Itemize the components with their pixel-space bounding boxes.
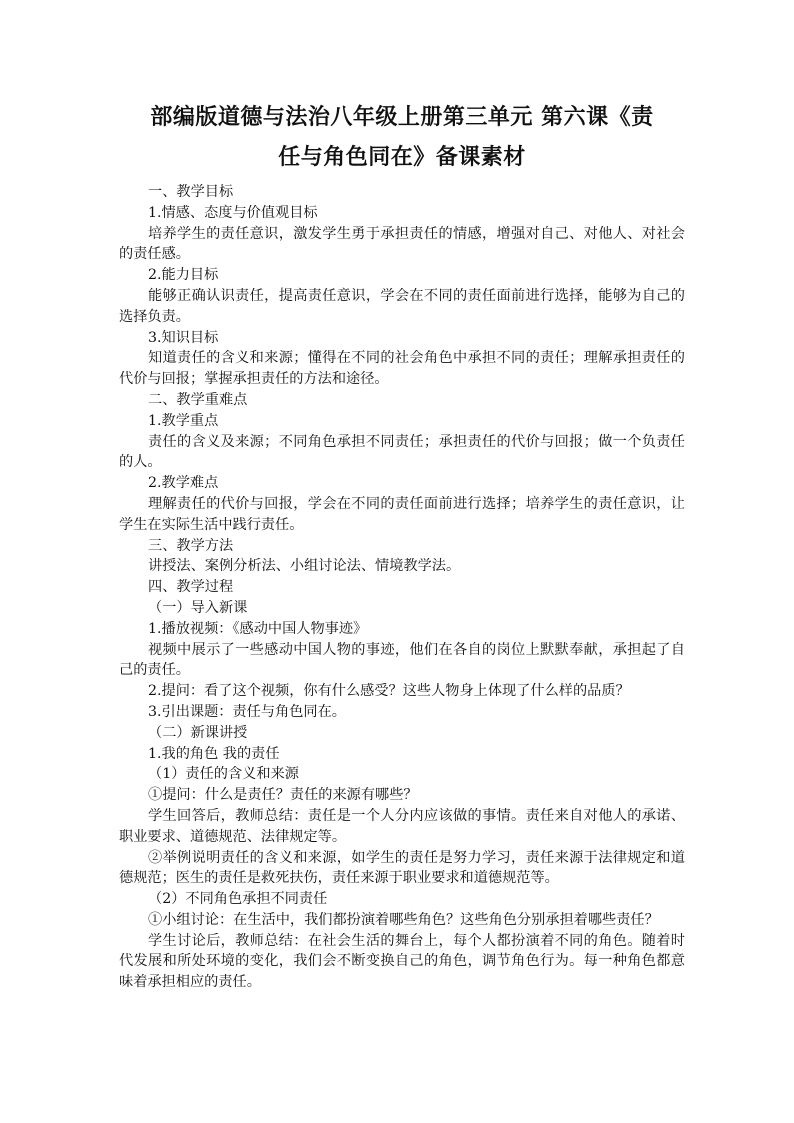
subsection-heading: 2.教学难点	[148, 475, 219, 492]
paragraph: 学生讨论后，教师总结：在社会生活的舞台上，每个人都扮演着不同的角色。随着时代发展和所处环境的变化，我们会不断变换自己的角色，调节角色行为。每一种角色都意味着承担相应的责任。	[119, 932, 685, 991]
document-title	[119, 98, 685, 178]
document-page	[119, 98, 685, 993]
list-item: 2.提问：看了这个视频，你有什么感受？这些人物身上体现了什么样的品质？	[148, 683, 630, 700]
subsection-heading: 1.教学重点	[148, 412, 219, 429]
paragraph: 培养学生的责任意识，激发学生勇于承担责任的情感，增强对自己、对他人、对社会的责任感。	[119, 225, 685, 263]
paragraph: 讲授法、案例分析法、小组讨论法、情境教学法。	[148, 558, 461, 575]
subsection-heading: （一）导入新课	[148, 599, 248, 616]
section-heading: 三、教学方法	[148, 537, 234, 554]
subsection-heading: 1.情感、态度与价值观目标	[148, 204, 318, 221]
subsection-heading: 3.知识目标	[148, 329, 219, 346]
section-heading: 四、教学过程	[148, 579, 234, 596]
paragraph: 理解责任的代价与回报，学会在不同的责任面前进行选择；培养学生的责任意识，让学生在实际生活中践行责任。	[119, 495, 685, 533]
subsection-heading: （2）不同角色承担不同责任	[148, 891, 328, 908]
list-item: 1.我的角色 我的责任	[148, 745, 280, 762]
subsection-heading: （二）新课讲授	[148, 724, 248, 741]
list-item: 1.播放视频：《感动中国人物事迹》	[148, 620, 368, 637]
paragraph: 责任的含义及来源；不同角色承担不同责任；承担责任的代价与回报；做一个负责任的人。	[119, 433, 685, 471]
list-item: ②举例说明责任的含义和来源，如学生的责任是努力学习，责任来源于法律规定和道德规范；医生的责任是救死扶伤，责任来源于职业要求和道德规范等。	[119, 849, 685, 887]
document-body	[119, 182, 685, 993]
paragraph: 学生回答后，教师总结：责任是一个人分内应该做的事情。责任来自对他人的承诺、职业要求、道德规范、法律规定等。	[119, 807, 685, 845]
list-item: ①小组讨论：在生活中，我们都扮演着哪些角色？这些角色分别承担着哪些责任？	[148, 911, 659, 928]
subsection-heading: （1）责任的含义和来源	[148, 766, 299, 783]
section-heading: 二、教学重难点	[148, 391, 248, 408]
list-item: ①提问：什么是责任？责任的来源有哪些？	[148, 787, 418, 804]
subsection-heading: 2.能力目标	[148, 267, 219, 284]
paragraph: 知道责任的含义和来源；懂得在不同的社会角色中承担不同的责任；理解承担责任的代价与回报；掌握承担责任的方法和途径。	[119, 350, 685, 388]
paragraph: 能够正确认识责任，提高责任意识，学会在不同的责任面前进行选择，能够为自己的选择负责。	[119, 287, 685, 325]
section-heading: 一、教学目标	[148, 184, 234, 200]
list-item: 3.引出课题：责任与角色同在。	[148, 703, 346, 720]
paragraph: 视频中展示了一些感动中国人物的事迹，他们在各自的岗位上默默奉献，承担起了自己的责任。	[119, 641, 685, 679]
document-title-line-2: 任与角色同在》备课素材	[278, 145, 526, 170]
document-title-line-1: 部编版道德与法治八年级上册第三单元 第六课《责	[150, 105, 654, 130]
